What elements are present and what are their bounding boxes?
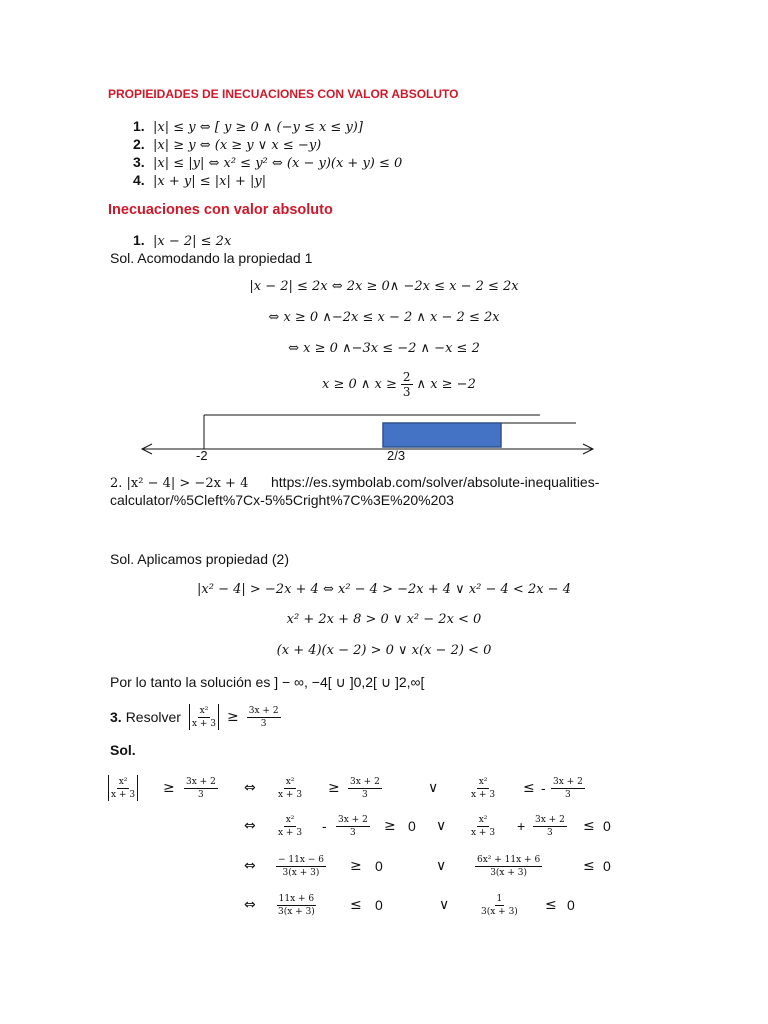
fraction	[533, 815, 567, 838]
fraction-numerator: x²	[285, 776, 295, 787]
fraction-denominator: 3(x + 3)	[278, 906, 315, 917]
leq-symbol: ≤	[523, 780, 535, 796]
fraction-denominator: 3(x + 3)	[481, 906, 518, 917]
fraction-numerator: x²	[118, 776, 128, 787]
fraction	[184, 777, 218, 800]
leq-symbol: ≤	[545, 897, 557, 913]
geq-symbol: ≥	[227, 709, 239, 725]
zero-value: 0	[603, 818, 611, 834]
fraction	[190, 706, 218, 729]
fraction-numerator: 1	[496, 893, 503, 904]
property-2	[133, 136, 402, 154]
or-symbol: ∨	[436, 818, 447, 834]
fraction-numerator: 3x + 2	[248, 705, 279, 716]
property-number: 2.	[133, 136, 145, 152]
fraction	[475, 855, 542, 878]
property-expression: |x + y| ≤ |x| + |y|	[153, 174, 267, 189]
plus-symbol: +	[517, 818, 526, 834]
label-two-thirds: 2/3	[387, 448, 406, 463]
fraction	[469, 815, 497, 838]
ex3-row4-frac1	[276, 890, 317, 920]
exercise-number: 1.	[133, 232, 145, 248]
exercise-1-solution-text: Sol. Acomodando la propiedad 1	[110, 250, 313, 266]
ex3-row1-rhs1	[348, 773, 382, 803]
fraction-denominator: x + 3	[471, 789, 496, 800]
geq-symbol: ≥	[350, 858, 362, 874]
section-heading: Inecuaciones con valor absoluto	[108, 202, 333, 218]
fraction-denominator: x + 3	[278, 827, 303, 838]
property-3	[133, 154, 402, 172]
exercise-expression: |x − 2| ≤ 2x	[153, 234, 232, 249]
resolver-label: Resolver	[125, 709, 181, 725]
properties-list	[133, 118, 402, 190]
leq-symbol: ≤	[583, 858, 595, 874]
symbolab-link-line-1[interactable]: https://es.symbolab.com/solver/absolute-inequalities-	[271, 474, 600, 490]
exercise-2-conclusion: Por lo tanto la solución es ] − ∞, −4[ ∪ ]0,2[ ∪ ]2,∞[	[110, 674, 425, 690]
property-number: 1.	[133, 118, 145, 134]
fraction-denominator: x + 3	[471, 827, 496, 838]
fraction	[336, 815, 370, 838]
ex3-row1-lhs1	[276, 773, 304, 803]
ex3-row1-lhs2	[469, 773, 497, 803]
ex3-row2-frac4	[533, 811, 567, 841]
iff-symbol: ⇔	[244, 897, 256, 913]
exercise-3-sol-label: Sol.	[110, 742, 136, 758]
ex3-row4-frac2	[479, 890, 520, 920]
fraction-numerator: 2	[402, 369, 411, 384]
fraction-denominator: 3	[362, 789, 368, 800]
fraction	[479, 894, 520, 917]
fraction-numerator: 3x + 2	[350, 776, 380, 787]
fraction-numerator: 3x + 2	[535, 814, 565, 825]
fraction-denominator: x + 3	[191, 718, 217, 729]
fraction-numerator: 3x + 2	[338, 814, 368, 825]
zero-value: 0	[375, 897, 383, 913]
zero-value: 0	[375, 858, 383, 874]
ex3-row2-frac3	[469, 811, 497, 841]
fraction-denominator: 3(x + 3)	[490, 867, 528, 878]
property-number: 4.	[133, 172, 145, 188]
property-expression: |x| ≤ |y| ⇔ x² ≤ y² ⇔ (x − y)(x + y) ≤ 0	[153, 156, 403, 171]
leq-symbol: ≤	[583, 818, 595, 834]
ex3-row3-frac1	[276, 851, 326, 881]
leq-symbol: ≤	[350, 897, 362, 913]
fraction-denominator: x + 3	[278, 789, 303, 800]
fraction	[551, 777, 585, 800]
step-left: x ≥ 0 ∧ x ≥	[322, 376, 397, 392]
property-1	[133, 118, 402, 136]
ex3-row2-frac2	[336, 811, 370, 841]
fraction	[469, 777, 497, 800]
property-4	[133, 172, 402, 190]
abs-bar-right	[218, 704, 219, 730]
symbolab-link-line-2[interactable]: calculator/%5Cleft%7Cx-5%5Cright%7C%3E%20%203	[110, 492, 454, 508]
label-minus-two: -2	[196, 448, 208, 463]
fraction-numerator: x²	[285, 814, 295, 825]
exercise-2-solution-text: Sol. Aplicamos propiedad (2)	[110, 551, 289, 567]
fraction-denominator: 3	[565, 789, 571, 800]
fraction	[276, 855, 326, 878]
exercise-2-step-2: x² + 2x + 8 > 0 ∨ x² − 2x < 0	[286, 612, 482, 627]
fraction-denominator: 3	[198, 789, 204, 800]
fraction	[401, 370, 413, 399]
geq-symbol: ≥	[163, 780, 175, 796]
ex3-row2-frac1	[276, 811, 304, 841]
ex3-row3-frac2	[475, 851, 542, 881]
abs-bar-right	[137, 775, 138, 801]
ex3-row1-abs-frac	[108, 773, 138, 803]
fraction	[276, 815, 304, 838]
exercise-3-statement	[110, 700, 281, 734]
fraction-denominator: 3	[547, 827, 553, 838]
geq-symbol: ≥	[384, 818, 396, 834]
iff-symbol: ⇔	[244, 858, 256, 874]
exercise-2-statement	[110, 474, 248, 492]
exercise-2-step-1: |x² − 4| > −2x + 4 ⇔ x² − 4 > −2x + 4 ∨ x² − 4 < 2x − 4	[197, 582, 571, 597]
zero-value: 0	[603, 858, 611, 874]
fraction-denominator: 3	[260, 718, 267, 729]
fraction-numerator: x²	[478, 776, 488, 787]
fraction-numerator: x²	[199, 705, 209, 716]
step-right: ∧ x ≥ −2	[416, 376, 476, 392]
fraction	[109, 777, 137, 800]
fraction-numerator: 11x + 6	[278, 893, 315, 904]
property-number: 3.	[133, 154, 145, 170]
fraction	[276, 777, 304, 800]
ex3-row1-rhs	[184, 773, 218, 803]
minus-symbol: -	[541, 780, 546, 796]
page-title: PROPIEIDADES DE INECUACIONES CON VALOR ABSOLUTO	[108, 87, 459, 101]
exercise-2-step-3: (x + 4)(x − 2) > 0 ∨ x(x − 2) < 0	[276, 643, 492, 658]
or-symbol: ∨	[439, 897, 450, 913]
ex3-row1-rhs2	[551, 773, 585, 803]
exercise-1-step-2: ⇔ x ≥ 0 ∧−2x ≤ x − 2 ∧ x − 2 ≤ 2x	[268, 310, 500, 325]
minus-symbol: -	[322, 818, 327, 834]
fraction-numerator: − 11x − 6	[278, 854, 324, 865]
exercise-1-step-3: ⇔ x ≥ 0 ∧−3x ≤ −2 ∧ −x ≤ 2	[288, 341, 480, 356]
exercise-expression: 2. |x² − 4| > −2x + 4	[110, 476, 249, 491]
fraction-numerator: 6x² + 11x + 6	[477, 854, 541, 865]
fraction-denominator: x + 3	[111, 789, 136, 800]
fraction-numerator: x²	[478, 814, 488, 825]
fraction-denominator: 3	[402, 384, 411, 399]
exercise-1-statement	[133, 232, 231, 250]
fraction	[276, 894, 317, 917]
fraction	[348, 777, 382, 800]
exercise-1-step-1: |x − 2| ≤ 2x ⇔ 2x ≥ 0∧ −2x ≤ x − 2 ≤ 2x	[249, 279, 519, 294]
fraction-denominator: 3(x + 3)	[282, 867, 320, 878]
iff-symbol: ⇔	[244, 780, 256, 796]
property-expression: |x| ≥ y ⇔ (x ≥ y ∨ x ≤ −y)	[153, 138, 322, 153]
zero-value: 0	[408, 818, 416, 834]
or-symbol: ∨	[436, 858, 447, 874]
property-expression: |x| ≤ y ⇔ [ y ≥ 0 ∧ (−y ≤ x ≤ y)]	[153, 120, 363, 135]
exercise-number: 3.	[110, 709, 122, 725]
or-symbol: ∨	[428, 780, 439, 796]
solution-interval-box	[383, 423, 501, 447]
zero-value: 0	[567, 897, 575, 913]
geq-symbol: ≥	[328, 780, 340, 796]
fraction-numerator: 3x + 2	[553, 776, 583, 787]
iff-symbol: ⇔	[244, 818, 256, 834]
fraction-denominator: 3	[350, 827, 356, 838]
exercise-1-step-4	[322, 366, 476, 402]
fraction-numerator: 3x + 2	[186, 776, 216, 787]
number-line-diagram	[0, 405, 768, 465]
fraction	[247, 706, 281, 729]
